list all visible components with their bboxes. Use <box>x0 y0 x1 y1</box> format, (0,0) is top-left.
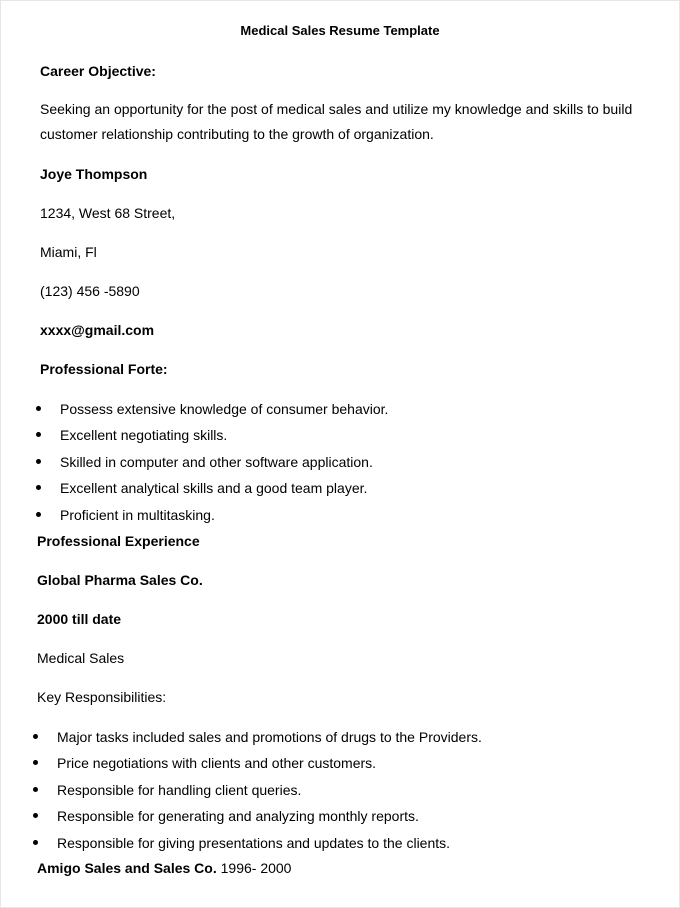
bullet-icon <box>36 459 41 464</box>
document-title: Medical Sales Resume Template <box>240 23 440 38</box>
professional-forte-heading: Professional Forte: <box>40 361 168 377</box>
responsibility-item: Major tasks included sales and promotions of drugs to the Providers. <box>57 729 482 745</box>
address-line-2: Miami, Fl <box>40 244 97 260</box>
address-line-1: 1234, West 68 Street, <box>40 205 176 221</box>
employment-period: 2000 till date <box>37 611 122 627</box>
career-objective-heading: Career Objective: <box>40 63 156 79</box>
responsibilities-heading: Key Responsibilities: <box>37 689 167 705</box>
professional-experience-heading: Professional Experience <box>37 533 200 549</box>
job-role: Medical Sales <box>37 650 125 666</box>
bullet-icon <box>33 734 38 739</box>
bullet-icon <box>36 485 41 490</box>
bullet-icon <box>33 840 38 845</box>
bullet-icon <box>33 813 38 818</box>
previous-company-name: Amigo Sales and Sales Co. <box>37 860 217 876</box>
contact-name: Joye Thompson <box>40 166 148 182</box>
bullet-icon <box>36 512 41 517</box>
forte-item: Skilled in computer and other software application. <box>60 454 373 470</box>
bullet-icon <box>36 432 41 437</box>
forte-item: Excellent analytical skills and a good team player. <box>60 480 368 496</box>
company-name: Global Pharma Sales Co. <box>37 572 203 588</box>
forte-item: Proficient in multitasking. <box>60 507 215 523</box>
forte-item: Excellent negotiating skills. <box>60 427 228 443</box>
responsibility-item: Price negotiations with clients and other customers. <box>57 755 377 771</box>
responsibility-item: Responsible for giving presentations and updates to the clients. <box>57 835 451 851</box>
bullet-icon <box>33 787 38 792</box>
forte-item: Possess extensive knowledge of consumer behavior. <box>60 401 389 417</box>
career-objective-text: Seeking an opportunity for the post of medical sales and utilize my knowledge and skills to build customer relationship contributing to the growth of organization. <box>40 101 633 142</box>
responsibility-item: Responsible for handling client queries. <box>57 782 302 798</box>
responsibility-item: Responsible for generating and analyzing monthly reports. <box>57 808 419 824</box>
phone-number: (123) 456 -5890 <box>40 283 140 299</box>
previous-employment <box>37 859 291 877</box>
previous-period: 1996- 2000 <box>220 860 292 876</box>
email-address: xxxx@gmail.com <box>40 322 155 338</box>
bullet-icon <box>33 760 38 765</box>
bullet-icon <box>36 406 41 411</box>
